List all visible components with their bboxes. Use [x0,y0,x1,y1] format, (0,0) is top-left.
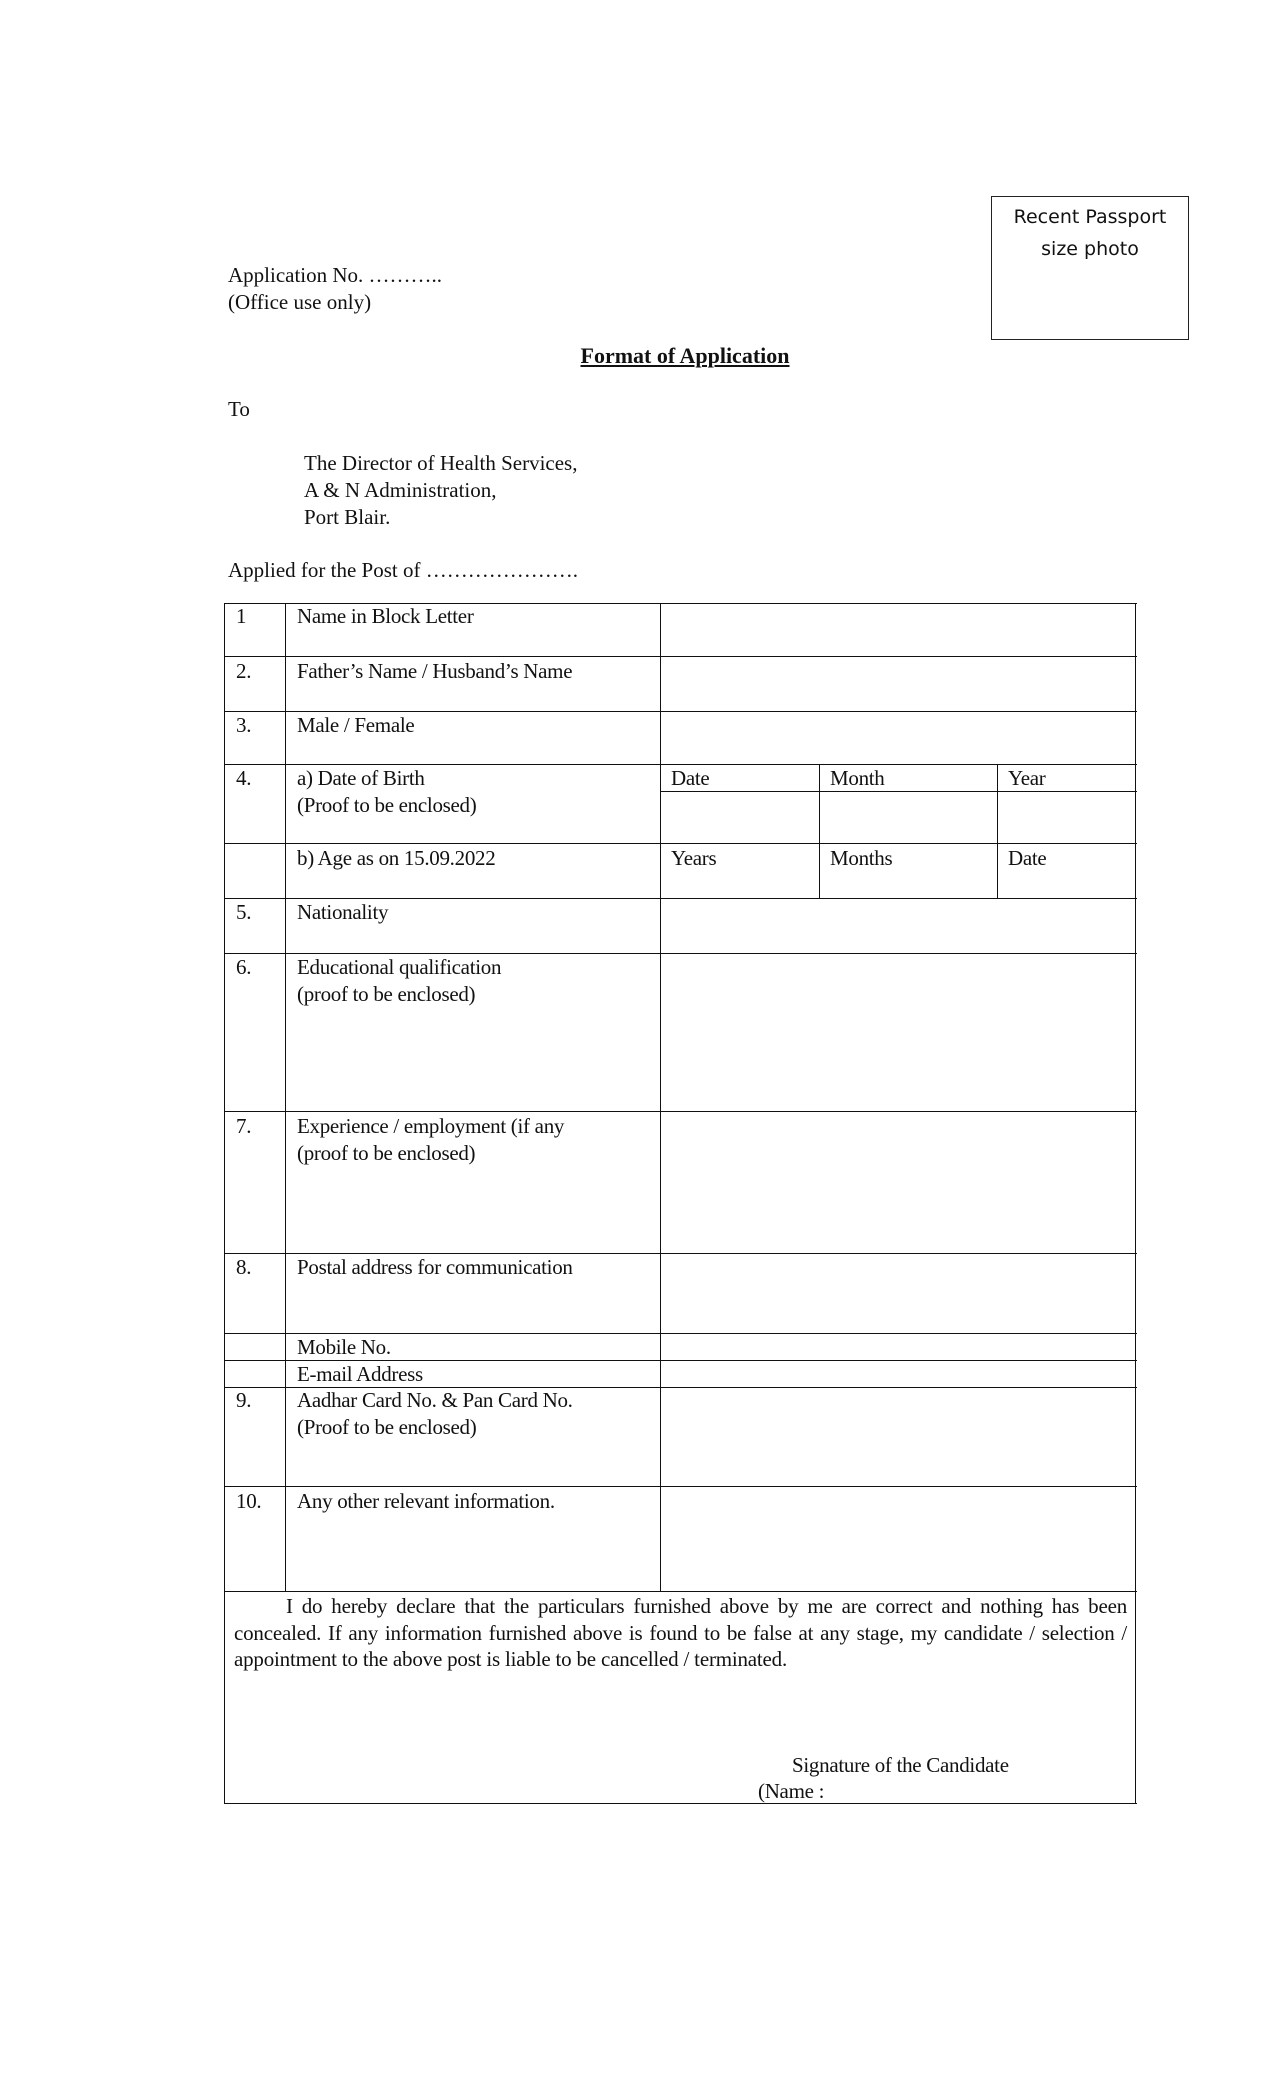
table-border [1135,603,1136,1803]
signature-label: Signature of the Candidate [792,1753,1009,1777]
row-number: 10. [236,1489,262,1513]
age-header-months: Months [830,846,893,870]
application-no: Application No. ……….. [228,263,443,287]
col-divider [285,603,286,1591]
field-note-aadhar-proof: (Proof to be enclosed) [297,1415,477,1439]
applied-for-post: Applied for the Post of …………………. [228,558,578,582]
input-father-husband-name[interactable] [662,658,1134,710]
input-mobile[interactable] [662,1335,1134,1359]
table-border [224,603,225,1803]
dob-header-month: Month [830,766,885,790]
input-name[interactable] [662,605,1134,655]
row-divider [224,1591,1137,1592]
field-label-experience: Experience / employment (if any [297,1114,565,1138]
field-label-age: b) Age as on 15.09.2022 [297,846,496,870]
input-dob-date[interactable] [662,793,818,842]
col-divider [660,603,661,1591]
field-label-father-husband-name: Father’s Name / Husband’s Name [297,659,573,683]
input-email[interactable] [662,1362,1134,1386]
row-number: 1 [236,604,247,628]
field-label-email: E-mail Address [297,1362,423,1386]
dob-header-date: Date [671,766,710,790]
address-line3: Port Blair. [304,505,391,529]
input-dob-year[interactable] [999,793,1134,842]
input-postal-address[interactable] [662,1255,1134,1332]
page-title: Format of Application [580,343,790,368]
row-number: 2. [236,659,252,683]
declaration-body: I do hereby declare that the particulars furnished above by me are correct and nothing has been concealed. If any information furnished above is found to be false at any stage, my candidate / selection / appointment to the above post is liable to be cancelled / terminated. [234,1594,1127,1671]
input-other-info[interactable] [662,1488,1134,1590]
row-number: 4. [236,766,252,790]
candidate-name-label: (Name : [758,1779,825,1803]
dob-header-year: Year [1008,766,1046,790]
field-label-education: Educational qualification [297,955,502,979]
row-number: 3. [236,713,252,737]
subcol-divider [997,764,998,898]
field-note-education-proof: (proof to be enclosed) [297,982,476,1006]
field-label-other-info: Any other relevant information. [297,1489,555,1513]
table-border [224,1803,1137,1804]
input-experience[interactable] [662,1113,1134,1252]
field-note-dob-proof: (Proof to be enclosed) [297,793,477,817]
row-number: 7. [236,1114,252,1138]
address-line2: A & N Administration, [304,478,497,502]
subcol-divider [819,764,820,898]
input-nationality[interactable] [662,900,1134,952]
field-label-nationality: Nationality [297,900,389,924]
field-label-dob: a) Date of Birth [297,766,425,790]
row-number: 9. [236,1388,252,1412]
input-dob-month[interactable] [821,793,996,842]
photo-box-line1: Recent Passport [1013,206,1167,228]
application-form-table [224,603,1137,1803]
passport-photo-box [991,196,1189,340]
signature-area[interactable] [784,1703,1124,1751]
declaration-text [234,1593,1127,1673]
address-line1: The Director of Health Services, [304,451,578,475]
field-label-gender: Male / Female [297,713,415,737]
age-header-date: Date [1008,846,1047,870]
row-divider [224,843,1137,844]
input-gender[interactable] [662,713,1134,763]
field-label-aadhar-pan: Aadhar Card No. & Pan Card No. [297,1388,573,1412]
input-education[interactable] [662,955,1134,1110]
field-label-mobile: Mobile No. [297,1335,391,1359]
field-label-postal-address: Postal address for communication [297,1255,573,1279]
dob-header-divider [660,791,1137,792]
office-use-note: (Office use only) [228,290,372,314]
photo-box-line2: size photo [1041,238,1139,260]
row-number: 5. [236,900,252,924]
row-divider [224,1486,1137,1487]
row-number: 6. [236,955,252,979]
field-label-name: Name in Block Letter [297,604,474,628]
to-label: To [228,397,250,421]
age-header-years: Years [671,846,717,870]
input-aadhar-pan[interactable] [662,1389,1134,1485]
row-number: 8. [236,1255,252,1279]
row-divider [224,656,1137,657]
row-divider [224,1111,1137,1112]
field-note-experience-proof: (proof to be enclosed) [297,1141,476,1165]
